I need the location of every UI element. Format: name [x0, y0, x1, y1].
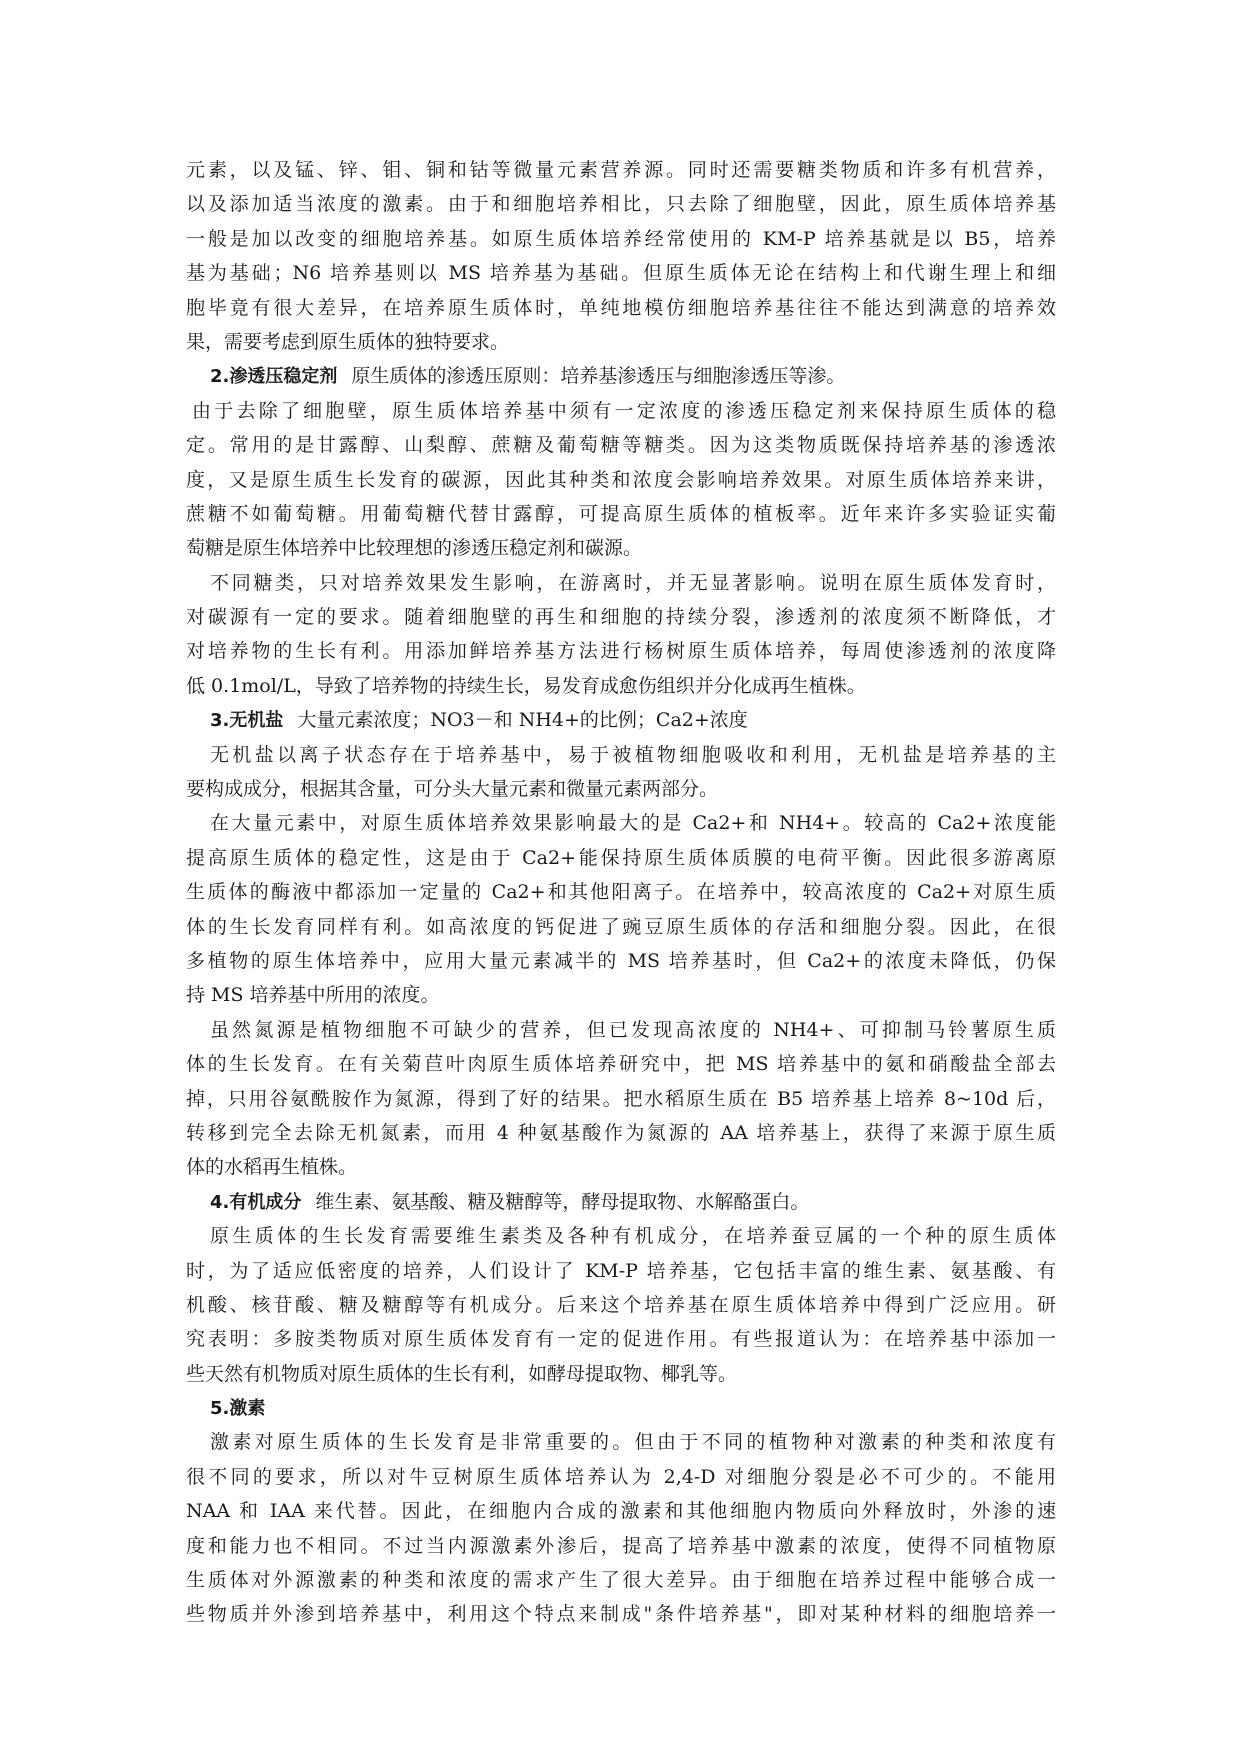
text-line: 体的生长发育同样有利。如高浓度的钙促进了豌豆原生质体的存活和细胞分裂。因此，在很: [186, 915, 1056, 938]
text-line: 原生质体的生长发育需要维生素类及各种有机成分，在培养蚕豆属的一个种的原生质体: [210, 1225, 1056, 1248]
text-line: 低 0.1mol/L，导致了培养物的持续生长，易发育成愈伤组织并分化成再生植株。: [186, 674, 866, 697]
section-heading-hormones: [186, 1391, 1056, 1425]
text-line: 些天然有机物质对原生质体的生长有利，如酵母提取物、椰乳等。: [186, 1362, 738, 1385]
text-line: 度，又是原生质生长发育的碳源，因此其种类和浓度会影响培养效果。对原生质体培养来讲，: [186, 468, 1056, 491]
text-line: 果，需要考虑到原生质体的独特要求。: [186, 330, 510, 353]
paragraph-inorganic-intro: [186, 738, 1056, 807]
paragraph-organic: [186, 1219, 1056, 1391]
text-line: NAA 和 IAA 来代替。因此，在细胞内合成的激素和其他细胞内物质向外释放时，外渗的速: [186, 1500, 1056, 1523]
section-heading-summary: 维生素、氨基酸、糖及糖醇等，酵母提取物、水解酪蛋白。: [315, 1190, 810, 1213]
text-line: 持 MS 培养基中所用的浓度。: [186, 984, 440, 1007]
text-line: 萄糖是原生体培养中比较理想的渗透压稳定剂和碳源。: [186, 537, 643, 560]
section-heading-inorganic-salts: [186, 703, 1056, 737]
text-line: 究表明：多胺类物质对原生质体发育有一定的促进作用。有些报道认为：在培养基中添加一: [186, 1328, 1056, 1351]
text-line: 体的生长发育。在有关菊苣叶肉原生质体培养研究中，把 MS 培养基中的氨和硝酸盐全部去: [186, 1053, 1056, 1076]
text-line: 度和能力也不相同。不过当内源激素外渗后，提高了培养基中激素的浓度，使得不同植物原: [186, 1534, 1056, 1557]
text-line: 多植物的原生体培养中，应用大量元素减半的 MS 培养基时，但 Ca2+的浓度未降低，仍保: [186, 949, 1056, 972]
text-line: 体的水稻再生植株。: [186, 1156, 358, 1179]
section-heading-summary: 大量元素浓度；NO3－和 NH4+的比例；Ca2+浓度: [297, 709, 748, 732]
text-line: 蔗糖不如葡萄糖。用葡萄糖代替甘露醇，可提高原生质体的植板率。近年来许多实验证实葡: [186, 502, 1056, 525]
text-line: 无机盐以离子状态存在于培养基中，易于被植物细胞吸收和利用，无机盐是培养基的主: [210, 743, 1056, 766]
text-line: 不同糖类，只对培养效果发生影响，在游离时，并无显著影响。说明在原生质体发育时，: [210, 571, 1056, 594]
text-line: 生质体对外源激素的种类和浓度的需求产生了很大差异。由于细胞在培养过程中能够合成一: [186, 1569, 1056, 1592]
section-heading-title: 3.无机盐: [210, 710, 284, 732]
text-line: 要构成成分，根据其含量，可分头大量元素和微量元素两部分。: [186, 778, 719, 801]
section-heading-summary: 原生质体的渗透压原则：培养基渗透压与细胞渗透压等渗。: [351, 365, 846, 388]
text-line: 对碳源有一定的要求。随着细胞壁的再生和细胞的持续分裂，渗透剂的浓度须不断降低，才: [186, 606, 1056, 629]
text-line: 在大量元素中，对原生质体培养效果影响最大的是 Ca2+和 NH4+。较高的 Ca2+浓度能: [210, 812, 1056, 835]
section-heading-title: 5.激素: [210, 1398, 266, 1420]
text-line: 激素对原生质体的生长发育是非常重要的。但由于不同的植物种对激素的种类和浓度有: [210, 1431, 1056, 1454]
text-line: 基为基础；N6 培养基则以 MS 培养基为基础。但原生质体无论在结构上和代谢生理上和细: [186, 262, 1056, 285]
text-line: 掉，只用谷氨酰胺作为氮源，得到了好的结果。把水稻原生质在 B5 培养基上培养 8~10d 后，: [186, 1087, 1056, 1110]
text-line: 以及添加适当浓度的激素。由于和细胞培养相比，只去除了细胞壁，因此，原生质体培养基: [186, 193, 1056, 216]
text-line: 虽然氮源是植物细胞不可缺少的营养，但已发现高浓度的 NH4+、可抑制马铃薯原生质: [210, 1018, 1056, 1041]
text-line: 由于去除了细胞壁，原生质体培养基中须有一定浓度的渗透压稳定剂来保持原生质体的稳: [192, 399, 1056, 422]
paragraph-osmotic: [186, 394, 1056, 566]
text-line: 很不同的要求，所以对牛豆树原生质体培养认为 2,4-D 对细胞分裂是必不可少的。不能用: [186, 1465, 1056, 1488]
document-page: [186, 153, 1056, 1632]
text-line: 些物质并外渗到培养基中，利用这个特点来制成"条件培养基"，即对某种材料的细胞培养一: [186, 1603, 1056, 1626]
text-line: 元素，以及锰、锌、钼、铜和钴等微量元素营养源。同时还需要糖类物质和许多有机营养，: [186, 159, 1056, 181]
paragraph-macro-elements: [186, 806, 1056, 1012]
text-line: 提高原生质体的稳定性，这是由于 Ca2+能保持原生质体质膜的电荷平衡。因此很多游离原: [186, 846, 1056, 869]
section-heading-organic-components: [186, 1185, 1056, 1219]
text-line: 胞毕竟有很大差异，在培养原生质体时，单纯地模仿细胞培养基往往不能达到满意的培养效: [186, 296, 1056, 319]
paragraph-hormones: [186, 1425, 1056, 1631]
section-heading-title: 4.有机成分: [210, 1191, 302, 1213]
text-line: 转移到完全去除无机氮素，而用 4 种氨基酸作为氮源的 AA 培养基上，获得了来源于原生质: [186, 1121, 1056, 1144]
text-line: 时，为了适应低密度的培养，人们设计了 KM-P 培养基，它包括丰富的维生素、氨基酸、有: [186, 1259, 1056, 1282]
paragraph-nitrogen-source: [186, 1013, 1056, 1185]
section-heading-osmotic-stabilizer: [186, 359, 1056, 393]
section-heading-title: 2.渗透压稳定剂: [210, 366, 338, 388]
text-line: 对培养物的生长有利。用添加鲜培养基方法进行杨树原生质体培养，每周使渗透剂的浓度降: [186, 640, 1056, 663]
paragraph-sugar-types: [186, 566, 1056, 704]
text-line: 机酸、核苷酸、糖及糖醇等有机成分。后来这个培养基在原生质体培养中得到广泛应用。研: [186, 1293, 1056, 1316]
text-line: 定。常用的是甘露醇、山梨醇、蔗糖及葡萄糖等糖类。因为这类物质既保持培养基的渗透浓: [186, 434, 1056, 457]
paragraph-intro-continuation: [186, 153, 1056, 359]
text-line: 一般是加以改变的细胞培养基。如原生质体培养经常使用的 KM-P 培养基就是以 B5，培养: [186, 227, 1056, 250]
text-line: 生质体的酶液中都添加一定量的 Ca2+和其他阳离子。在培养中，较高浓度的 Ca2+对原生质: [186, 881, 1056, 904]
